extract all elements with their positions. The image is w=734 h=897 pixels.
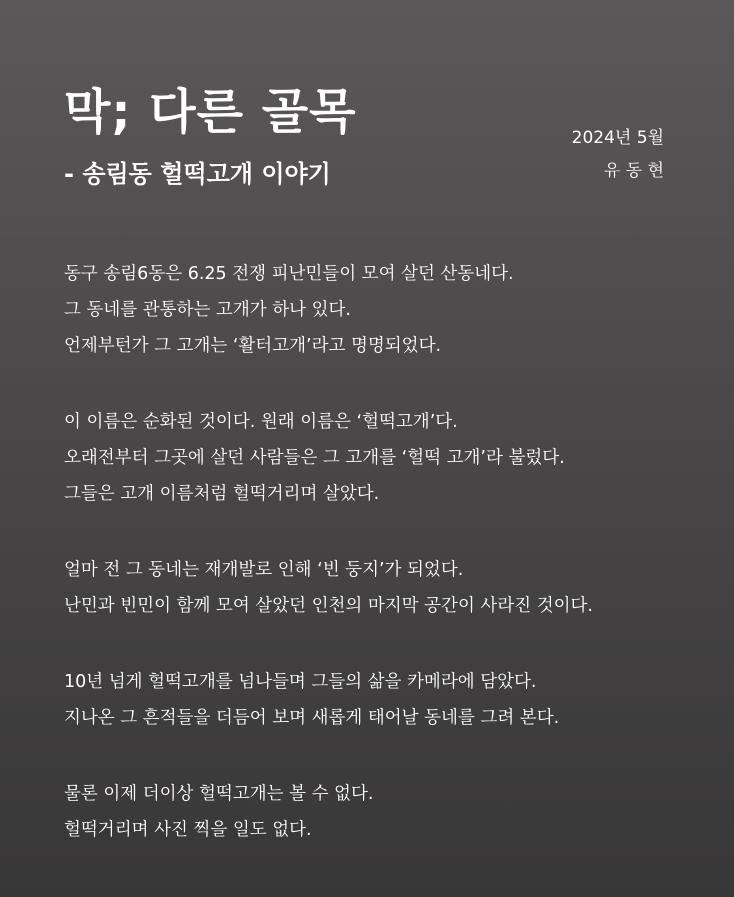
paragraph [64, 776, 704, 848]
text-line: 그 동네를 관통하는 고개가 하나 있다. [64, 300, 351, 320]
text-line: 지나온 그 흔적들을 더듬어 보며 새롭게 태어날 동네를 그려 본다. [64, 708, 560, 728]
body-text [64, 256, 704, 888]
text-line: 얼마 전 그 동네는 재개발로 인해 ‘빈 둥지’가 되었다. [64, 560, 464, 580]
paragraph [64, 552, 704, 624]
meta-block [572, 122, 664, 188]
text-line: 난민과 빈민이 함께 모여 살았던 인천의 마지막 공간이 사라진 것이다. [64, 596, 593, 616]
text-line: 물론 이제 더이상 헐떡고개는 볼 수 없다. [64, 784, 374, 804]
paragraph [64, 664, 704, 736]
paragraph [64, 404, 704, 512]
text-line: 헐떡거리며 사진 찍을 일도 없다. [64, 820, 312, 840]
text-line: 동구 송림6동은 6.25 전쟁 피난민들이 모여 살던 산동네다. [64, 264, 514, 284]
text-line: 그들은 고개 이름처럼 헐떡거리며 살았다. [64, 484, 380, 504]
page-subtitle: - 송림동 헐떡고개 이야기 [64, 160, 331, 188]
paragraph [64, 256, 704, 364]
text-line: 언제부턴가 그 고개는 ‘활터고개’라고 명명되었다. [64, 336, 442, 356]
text-line: 10년 넘게 헐떡고개를 넘나들며 그들의 삶을 카메라에 담았다. [64, 672, 537, 692]
page-title: 막; 다른 골목 [64, 84, 357, 140]
date-text: 2024년 5월 [571, 128, 664, 148]
text-line: 오래전부터 그곳에 살던 사람들은 그 고개를 ‘헐떡 고개’라 불렀다. [64, 448, 565, 468]
text-line: 이 이름은 순화된 것이다. 원래 이름은 ‘헐떡고개’다. [64, 412, 458, 432]
author-text: 유 동 현 [603, 161, 664, 181]
